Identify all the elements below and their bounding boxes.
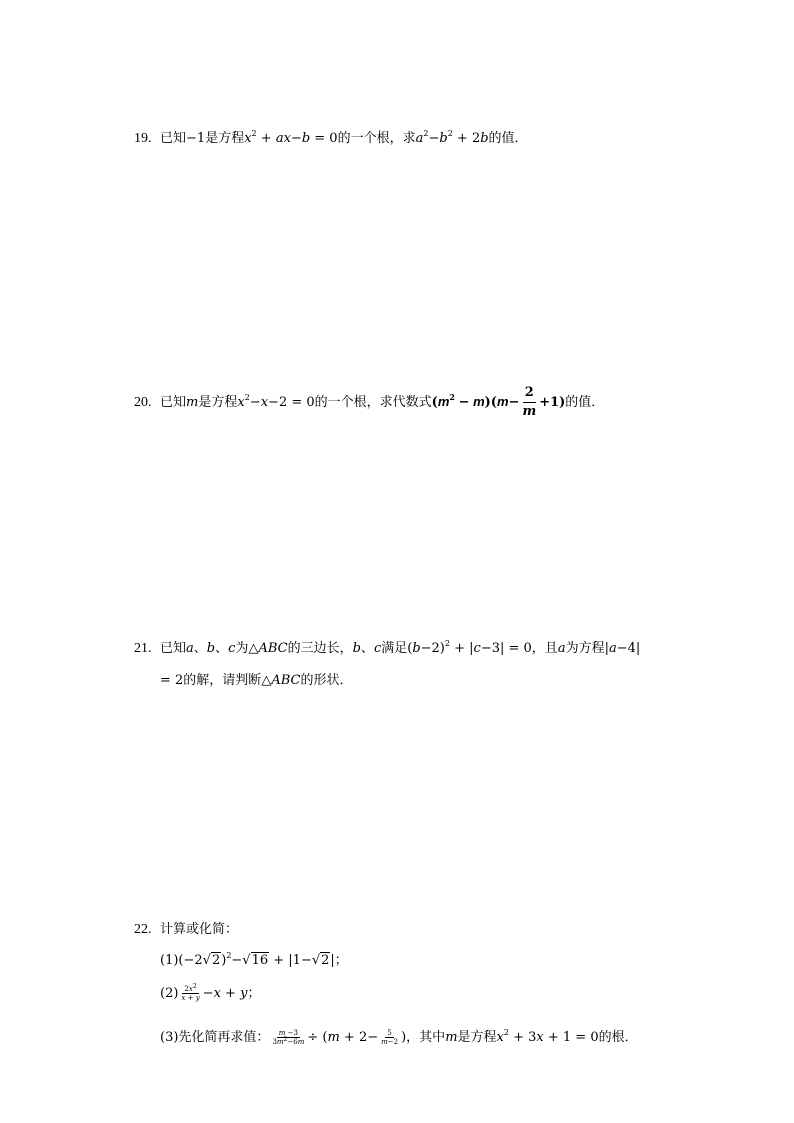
text: 已知 [160,394,187,410]
text: 的值． [488,131,528,146]
question-21 [134,640,640,658]
variable-m: m [186,394,199,410]
variable-b: b [352,641,361,656]
expression: ÷ (m + 2− [307,1030,379,1045]
text: 为 [235,641,249,656]
variable-m: m [445,1030,458,1045]
question-22 [134,921,238,939]
text: −1 [186,131,206,146]
text: 的三边长， [287,641,353,656]
paren: ) [401,1030,407,1045]
text: 的一个根，求 [337,131,416,146]
text: 为方程 [565,641,605,656]
triangle-abc: △ABC [261,673,301,688]
text: 已知 [160,131,187,146]
equation: $x^2-x-2 = 0$ [237,392,315,410]
question-number: 19. [134,131,152,146]
text: 先化简再求值： [178,1030,270,1045]
equation: $x^2 + 3x + 1 = 0$ [496,1028,599,1045]
condition-expression: $(b-2)^2 + |c-3| = 0$ [407,639,532,656]
text: 的解，请判断 [183,673,262,688]
question-number: 21. [134,641,152,656]
part-label: (1) [160,953,179,968]
expression: −x + y [202,986,248,1001]
equation: $x^2 + ax-b = 0$ [244,129,338,146]
fraction: $\frac{5}{m-2}$ [381,1029,399,1046]
fraction: $\frac{m -3}{3m^2-6m}$ [272,1029,305,1046]
variable-a: a [557,641,566,656]
question-19 [134,130,528,148]
text: 的形状． [300,673,353,688]
text: ，其中 [406,1030,446,1045]
part-label: (2) [160,986,179,1001]
text: 满足 [381,641,408,656]
text: 是方程 [457,1030,497,1045]
text: 是方程 [205,131,245,146]
text: 的根． [598,1030,638,1045]
question-22-part-2 [160,985,260,1003]
question-22-part-1 [160,952,348,970]
equation-right: = 2 [160,673,184,688]
text: 、 [193,641,207,656]
question-21-continued [160,672,352,690]
expression: $(m^2 - m)(m-$ $\frac{2}{m}$ +1) [431,385,566,419]
text: ，且 [531,641,558,656]
text: 、 [215,641,229,656]
variable-b: b [206,641,216,656]
separator: ； [247,986,261,1001]
text: 是方程 [198,394,238,410]
question-20 [134,384,604,421]
triangle-abc: △ABC [248,641,288,656]
variable-c: c [228,641,236,656]
text: 已知 [160,641,187,656]
question-number: 22. [134,922,152,937]
intro-text: 计算或化简： [160,922,239,937]
question-number: 20. [134,394,152,410]
expression: $(-2√2)^2-√16 + |1-√2|$ [178,951,335,968]
part-label: (3) [160,1030,179,1045]
equation-left: |a−4| [604,641,641,656]
expression: $a^2-b^2 + 2b$ [415,129,489,146]
question-22-part-3 [160,1029,638,1047]
text: 的值． [565,394,605,410]
fraction: $\frac{2x^2}{x + y}$ [181,983,200,1002]
text: 的一个根，求代数式 [314,394,432,410]
variable-a: a [186,641,194,656]
text: 、 [360,641,374,656]
variable-c: c [373,641,382,656]
separator: ； [334,953,348,968]
fraction: $\frac{2}{m}$ [522,385,537,419]
